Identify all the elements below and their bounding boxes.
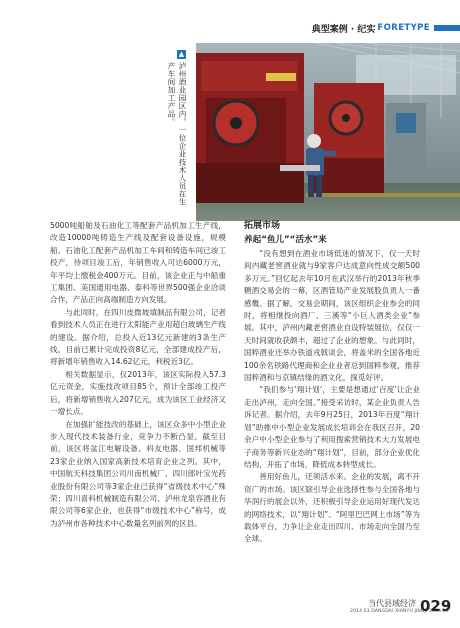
issue-meta: 2014.03 DANGDAI XIANYU JINGJI 2014.03 bbox=[350, 609, 449, 614]
photo-caption: 泸州酒业园区内，一位企业技术人员在生产车间加工产品。 bbox=[167, 62, 187, 206]
article-paragraph: “我们参与‘翔计划’，主要是想通过‘百度’让企业走出泸州，走向全国。”接受采访时，某企业负责人告诉记者。据介绍，去年9月25日，2013年百度“翔计划”助推中小型企业发展成长培训会在我区召开，20余户中小型企业参与了利用搜索营销技术大力发展电子商务等新兴业态的“翔计划”，目前，部分企业优化结构，开拓了市场，降低成本转型成长。 bbox=[244, 385, 420, 469]
page-header bbox=[312, 22, 460, 34]
article-paragraph: 在加强扩能技改的基础上，该区众多中小型企业步入现代技术装备行业，竞争力不断凸显。截至目前，该区将盆江电解设备、科友电器、国邦机械等23家企业纳入国家高新技术培育企业之列。其中，中国航天科技集团公司川南机械厂、四川郎叶宝光药业股份有限公司等3家企业已获得“省级技术中心”殊荣；四川喜科机械制造有限公司、泸州龙泉容酒业有限公司等6家企业，也获得“市级技术中心”称号，成为泸州市各种技术中心数量名列前列的区县。 bbox=[50, 419, 226, 528]
header-accent-bar bbox=[434, 25, 460, 31]
article-paragraph: 与此同时，在四川皮微坡填制品有限公司，记者看到技术人员正在进行太阳能产业用超白玻璃生产线的建设。据介绍，总投入近13亿元新建的3条生产线，目前已累计完成投资8亿元，全部建成投产后，将新增年销售收入14.62亿元，利税近3亿。 bbox=[50, 307, 226, 367]
section-subheading: 养起“鱼儿”“活水”来 bbox=[244, 235, 327, 245]
section-title-en: FORETYPE bbox=[377, 23, 430, 33]
section-heading: 拓展市场 bbox=[244, 221, 281, 231]
article-paragraph: “没有想到在酒业市场低迷的情况下，仅一天时间内藏老窖酒业就与9家客户达成意向性成交额500多万元。”回忆起去年10月在武汉举行的2013年秋季糖酒交易会的一幕，区酒管局产业发展股负责人一番感慨。据了解，交易会期间，该区组织企业参会的同时，将相继投向酒厂、三溪等“小巨人酒类企业”参展。其中，泸州内藏老窖酒业自设特装展位，仅仅一天时间就收获颇丰，超过了企业的想象。与此同时，国粹酒业还举办铁道戎戟谈会，将盖米的全国各地近100余名铁路代理商和企业业者总到国粹参观，推荐国粹酒和与京镇结缘的酒文化，探觅好评。 bbox=[244, 249, 420, 383]
caption-triangle-icon: ▲ bbox=[178, 50, 185, 58]
article-left-column bbox=[50, 220, 226, 530]
article-right-column bbox=[244, 220, 420, 546]
section-title: 典型案例 · 纪实 bbox=[311, 24, 376, 35]
article-paragraph: 善用好鱼儿，还须活水来。企业的发展，离不开资广的市场。该区除引导企业选择性参与全国各地与华润行的展会以外，还积极引导企业运用好现代发达的网络技术，以“翔计划”、“阿里巴巴网上市场”等为载体平台，力争让企业走出四川、市场走向全国乃至全球。 bbox=[244, 472, 420, 544]
page-number: 029 bbox=[420, 597, 452, 615]
article-paragraph: 5000吨船舶及石油化工等配套产品机加工生产线，改造10000吨铸造生产线及配套设备设施，规模船、石油化工配套产品机加工车间和铸造车间已竣工投产，待项目竣工后，年销售收入可达6000万元，年平均上缴税金400万元。目前，该企业正与中船重工集团、美国通用电器、泰科等世界500强企业洽谈合作，产品正向高端制造方向发展。 bbox=[50, 221, 226, 305]
article-paragraph: 相关数据显示，仅2013年，该区实际投入57.3亿元资金，实施技改项目85个，预计全部竣工投产后，将新增销售收入207亿元，成为该区工业经济又一增长点。 bbox=[50, 369, 226, 417]
magazine-name: 当代县域经济 bbox=[368, 599, 416, 608]
factory-photo bbox=[196, 43, 460, 221]
